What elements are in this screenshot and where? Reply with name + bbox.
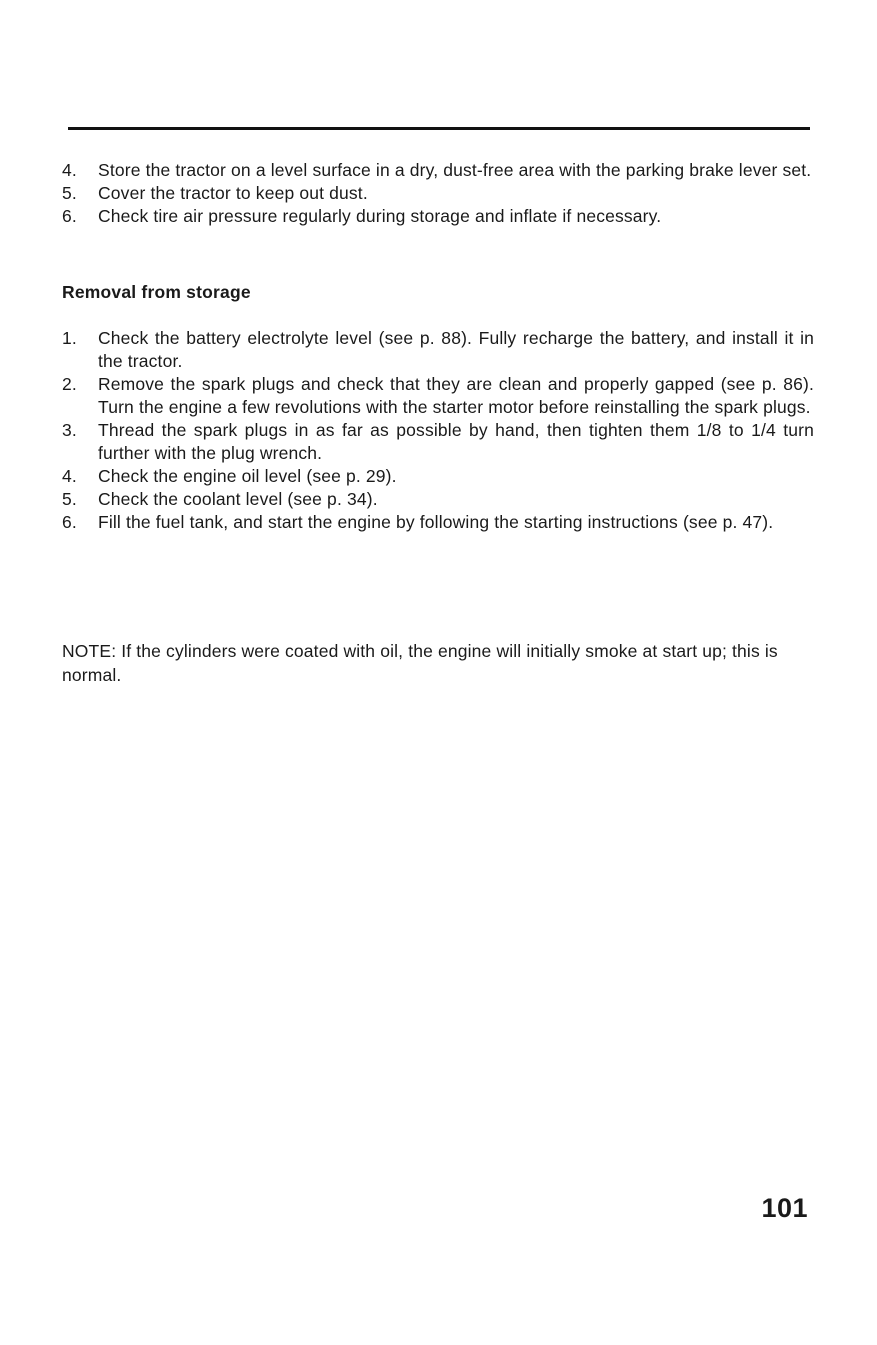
step-text: Check tire air pressure regularly during storage and inflate if necessary. <box>98 206 662 226</box>
step-number: 1. <box>62 328 77 348</box>
step-text: Fill the fuel tank, and start the engine by following the starting instructions (see p. 47). <box>98 512 774 532</box>
list-item <box>62 511 814 534</box>
step-number: 4. <box>62 160 77 180</box>
step-number: 6. <box>62 206 77 226</box>
list-item <box>62 373 814 419</box>
step-number: 4. <box>62 466 77 486</box>
step-text: Check the coolant level (see p. 34). <box>98 489 378 509</box>
step-text: Thread the spark plugs in as far as possible by hand, then tighten them 1/8 to 1/4 turn further with the plug wrench. <box>98 420 814 463</box>
section-heading: Removal from storage <box>62 282 251 302</box>
step-text: Cover the tractor to keep out dust. <box>98 183 368 203</box>
step-text: Check the engine oil level (see p. 29). <box>98 466 397 486</box>
step-text: Store the tractor on a level surface in a dry, dust-free area with the parking brake lever set. <box>98 160 812 180</box>
step-number: 5. <box>62 183 77 203</box>
note-paragraph: NOTE: If the cylinders were coated with oil, the engine will initially smoke at start up; this is normal. <box>62 640 778 685</box>
list-item <box>62 327 814 373</box>
list-item <box>62 159 814 182</box>
header-rule <box>68 127 810 130</box>
storage-steps-list <box>62 159 814 228</box>
list-item <box>62 419 814 465</box>
step-number: 6. <box>62 512 77 532</box>
list-item <box>62 182 814 205</box>
list-item <box>62 205 814 228</box>
step-text: Check the battery electrolyte level (see p. 88). Fully recharge the battery, and install it in the tractor. <box>98 328 814 371</box>
page-number: 101 <box>761 1193 808 1223</box>
step-number: 3. <box>62 420 77 440</box>
removal-steps-list <box>62 327 814 534</box>
list-item <box>62 488 814 511</box>
step-number: 5. <box>62 489 77 509</box>
step-text: Remove the spark plugs and check that they are clean and properly gapped (see p. 86). Turn the engine a few revolutions with the starter motor before reinstalling the spark plugs. <box>98 374 814 417</box>
list-item <box>62 465 814 488</box>
step-number: 2. <box>62 374 77 394</box>
